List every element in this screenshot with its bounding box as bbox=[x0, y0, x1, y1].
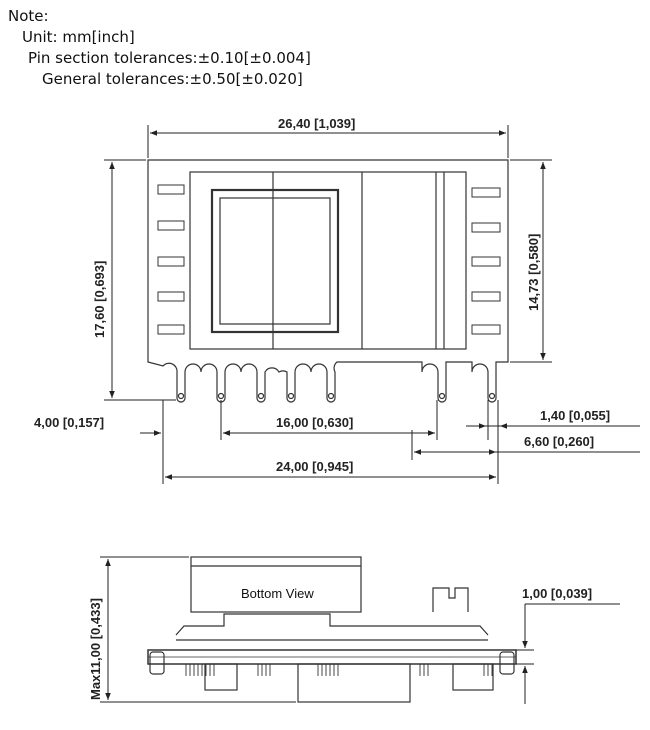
note-title: Note: bbox=[8, 7, 49, 25]
dim-pin-width-label: 1,40 [0,055] bbox=[540, 408, 611, 423]
dim-height-right-label: 14,73 [0,580] bbox=[526, 233, 541, 311]
top-view bbox=[148, 160, 508, 402]
top-view-dimensions bbox=[104, 125, 640, 484]
dim-max-height-label: Max11,00 [0,433] bbox=[88, 598, 103, 700]
dim-thickness-label: 1,00 [0,039] bbox=[522, 586, 593, 601]
left-pad-row bbox=[158, 185, 184, 334]
bottom-view-label: Bottom View bbox=[241, 586, 314, 601]
dim-pin-span-label: 16,00 [0,630] bbox=[276, 415, 354, 430]
dim-height-left-label: 17,60 [0,693] bbox=[92, 260, 107, 338]
note-pin-tolerance: Pin section tolerances:±0.10[±0.004] bbox=[28, 49, 311, 67]
dim-width-label: 26,40 [1,039] bbox=[278, 116, 356, 131]
dim-pin-gap-label: 6,60 [0,260] bbox=[524, 434, 595, 449]
module-outline bbox=[148, 160, 508, 402]
dim-total-pins-label: 24,00 [0,945] bbox=[276, 459, 354, 474]
bottom-view-dimensions bbox=[100, 557, 620, 704]
dim-edge-pin-label: 4,00 [0,157] bbox=[34, 415, 105, 430]
bottom-view bbox=[148, 557, 516, 702]
note-general-tolerance: General tolerances:±0.50[±0.020] bbox=[42, 70, 303, 88]
right-pad-row bbox=[472, 188, 500, 334]
note-unit: Unit: mm[inch] bbox=[22, 28, 135, 46]
